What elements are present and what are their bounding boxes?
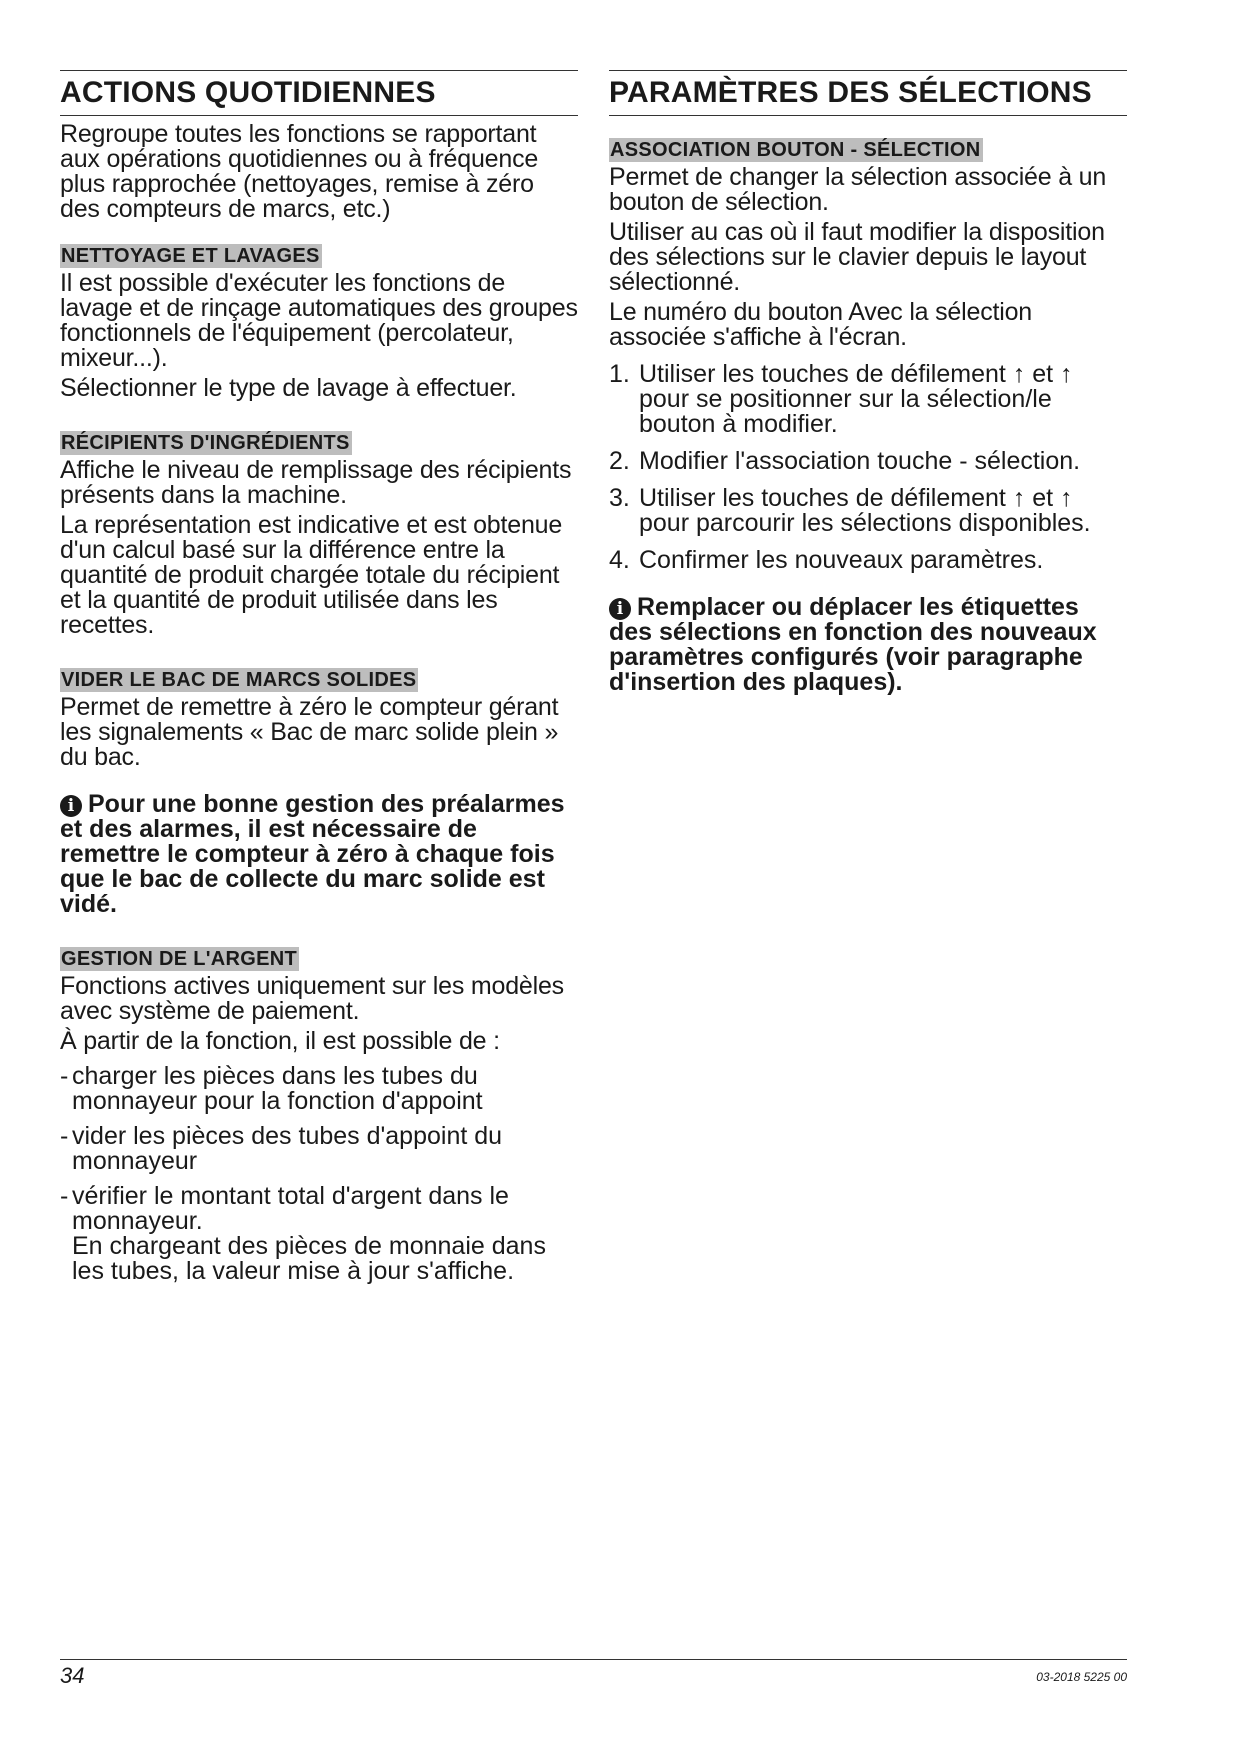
note-etiquettes-text: Remplacer ou déplacer les étiquettes des sélections en fonction des nouveaux paramètres configurés (voir paragraphe d'insertion des plaques). bbox=[609, 593, 1097, 696]
recipients-text-1: Affiche le niveau de remplissage des récipients présents dans la machine. bbox=[60, 456, 572, 509]
subsection-argent bbox=[60, 947, 578, 1284]
subheading-argent: GESTION DE L'ARGENT bbox=[61, 948, 298, 970]
association-text-3: Le numéro du bouton Avec la sélection associée s'affiche à l'écran. bbox=[609, 298, 1032, 351]
document-reference: 03-2018 5225 00 bbox=[1036, 1670, 1127, 1684]
info-circle-icon: i bbox=[60, 795, 82, 817]
list-item: - charger les pièces dans les tubes du monnayeur pour la fonction d'appoint bbox=[60, 1062, 483, 1115]
step-3: 3. Utiliser les touches de défilement ↑ et ↑ pour parcourir les sélections disponibles. bbox=[609, 484, 1091, 537]
arrow-up-icon: ↑ bbox=[1060, 360, 1073, 388]
arrow-up-icon: ↑ bbox=[1060, 484, 1073, 512]
nettoyage-text-1: Il est possible d'exécuter les fonctions de lavage et de rinçage automatiques des groupes fonctionnels de l'équipement (percolateur, mixeur...). bbox=[60, 269, 578, 372]
list-item: - vérifier le montant total d'argent dans le monnayeur. En chargeant des pièces de monnaie dans les tubes, la valeur mise à jour s'affiche. bbox=[60, 1182, 546, 1285]
subheading-recipients: RÉCIPIENTS D'INGRÉDIENTS bbox=[61, 432, 350, 454]
note-etiquettes bbox=[609, 595, 1127, 695]
subheading-nettoyage: NETTOYAGE ET LAVAGES bbox=[61, 245, 320, 267]
info-circle-icon: i bbox=[609, 598, 631, 620]
subheading-association: ASSOCIATION BOUTON - SÉLECTION bbox=[610, 139, 981, 161]
right-column bbox=[609, 70, 1127, 695]
arrow-up-icon: ↑ bbox=[1012, 484, 1026, 512]
subsection-recipients bbox=[60, 431, 578, 638]
arrow-up-icon: ↑ bbox=[1012, 360, 1026, 388]
subsection-nettoyage bbox=[60, 244, 578, 401]
argent-text-1: Fonctions actives uniquement sur les modèles avec système de paiement. bbox=[60, 972, 564, 1025]
page-number: 34 bbox=[60, 1663, 85, 1688]
subheading-vider: VIDER LE BAC DE MARCS SOLIDES bbox=[61, 669, 417, 691]
argent-text-2: À partir de la fonction, il est possible de : bbox=[60, 1027, 500, 1055]
note-prealarmes-text: Pour une bonne gestion des préalarmes et des alarmes, il est nécessaire de remettre le compteur à zéro à chaque fois que le bac de collecte du marc solide est vidé. bbox=[60, 790, 565, 918]
footer-divider bbox=[60, 1659, 1127, 1660]
subsection-vider bbox=[60, 668, 578, 770]
section-title-actions: ACTIONS QUOTIDIENNES bbox=[60, 70, 578, 116]
step-1: 1. Utiliser les touches de défilement ↑ et ↑ pour se positionner sur la sélection/le bouton à modifier. bbox=[609, 360, 1073, 438]
subsection-association bbox=[609, 138, 1127, 695]
section-title-parametres: PARAMÈTRES DES SÉLECTIONS bbox=[609, 70, 1127, 116]
association-text-1: Permet de changer la sélection associée à un bouton de sélection. bbox=[609, 163, 1107, 216]
left-column bbox=[60, 70, 578, 1284]
association-text-2: Utiliser au cas où il faut modifier la disposition des sélections sur le clavier depuis le layout sélectionné. bbox=[609, 218, 1105, 296]
recipients-text-2: La représentation est indicative et est obtenue d'un calcul basé sur la différence entre la quantité de produit chargée totale du récipient et la quantité de produit utilisée dans les recettes. bbox=[60, 511, 563, 639]
step-2: 2. Modifier l'association touche - sélection. bbox=[609, 447, 1081, 475]
argent-item-extra: En chargeant des pièces de monnaie dans les tubes, la valeur mise à jour s'affiche. bbox=[72, 1232, 546, 1285]
actions-intro: Regroupe toutes les fonctions se rapportant aux opérations quotidiennes ou à fréquence plus rapprochée (nettoyages, remise à zéro des compteurs de marcs, etc.) bbox=[60, 120, 539, 223]
nettoyage-text-2: Sélectionner le type de lavage à effectuer. bbox=[60, 374, 517, 402]
list-item: - vider les pièces des tubes d'appoint du monnayeur bbox=[60, 1122, 503, 1175]
note-prealarmes bbox=[60, 792, 578, 917]
step-4: 4. Confirmer les nouveaux paramètres. bbox=[609, 546, 1044, 574]
vider-text-1: Permet de remettre à zéro le compteur gérant les signalements « Bac de marc solide plein » du bac. bbox=[60, 693, 559, 771]
